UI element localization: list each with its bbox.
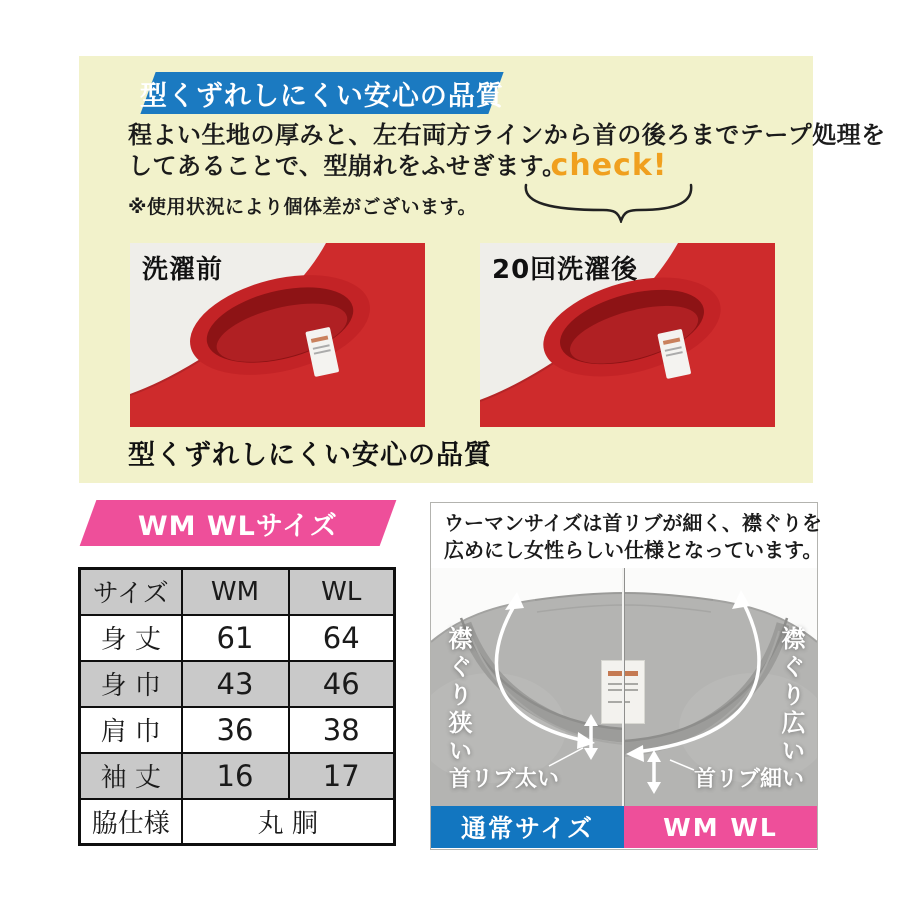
row-wm-value: 43 bbox=[182, 661, 289, 707]
rib-thick-label: 首リブ太い bbox=[449, 767, 560, 792]
header-wm: WM bbox=[182, 569, 289, 615]
comparison-bars bbox=[431, 806, 817, 848]
row-wl-value: 64 bbox=[289, 615, 395, 661]
woman-desc-line1: ウーマンサイズは首リブが細く、襟ぐりを bbox=[444, 511, 822, 535]
table-row bbox=[80, 753, 395, 799]
header-size: サイズ bbox=[80, 569, 182, 615]
quality-description bbox=[128, 120, 886, 182]
quality-description-line1: 程よい生地の厚みと、左右両方ラインから首の後ろまでテープ処理を bbox=[128, 121, 886, 149]
photo-before-wash bbox=[130, 243, 425, 427]
regular-size-bar: 通常サイズ bbox=[431, 806, 624, 848]
photo-before-label: 洗濯前 bbox=[142, 255, 224, 285]
check-callout-label: check! bbox=[550, 148, 668, 183]
neckline-narrow-label: 襟ぐり狭い bbox=[444, 626, 472, 766]
neckline-wide-label: 襟ぐり広い bbox=[777, 626, 805, 766]
woman-size-description bbox=[444, 510, 822, 564]
row-label: 肩 巾 bbox=[80, 707, 182, 753]
size-table bbox=[78, 567, 396, 846]
quality-caption: 型くずれしにくい安心の品質 bbox=[128, 440, 492, 471]
check-brace-icon bbox=[521, 183, 701, 223]
row-label: 身 丈 bbox=[80, 615, 182, 661]
row-wm-value: 61 bbox=[182, 615, 289, 661]
divider-line bbox=[622, 568, 625, 806]
row-wl-value: 46 bbox=[289, 661, 395, 707]
size-banner-label: WM WLサイズ bbox=[138, 510, 338, 542]
quality-banner bbox=[140, 72, 503, 114]
row-wm-value: 36 bbox=[182, 707, 289, 753]
wm-wl-photo bbox=[624, 568, 817, 806]
quality-panel bbox=[79, 56, 886, 483]
row-wl-value: 38 bbox=[289, 707, 395, 753]
row-wm-value: 16 bbox=[182, 753, 289, 799]
row-label: 袖 丈 bbox=[80, 753, 182, 799]
table-footer-row bbox=[80, 799, 395, 845]
footer-value: 丸 胴 bbox=[182, 799, 395, 845]
row-wl-value: 17 bbox=[289, 753, 395, 799]
footer-label: 脇仕様 bbox=[80, 799, 182, 845]
size-banner bbox=[80, 500, 397, 546]
size-table-header-row bbox=[80, 569, 395, 615]
header-wl: WL bbox=[289, 569, 395, 615]
table-row bbox=[80, 615, 395, 661]
woman-size-box bbox=[430, 502, 823, 850]
quality-description-line2: してあることで、型崩れをふせぎます。 bbox=[128, 152, 567, 180]
woman-desc-line2: 広めにし女性らしい仕様となっています。 bbox=[444, 538, 823, 562]
wm-wl-bar: WM WL bbox=[624, 806, 817, 848]
quality-disclaimer: ※使用状況により個体差がございます。 bbox=[128, 196, 477, 218]
quality-banner-label: 型くずれしにくい安心の品質 bbox=[140, 80, 504, 112]
table-row bbox=[80, 707, 395, 753]
photo-after-wash bbox=[480, 243, 775, 427]
rib-thin-label: 首リブ細い bbox=[694, 767, 805, 792]
collar-comparison-image bbox=[431, 568, 817, 806]
regular-size-photo bbox=[431, 568, 624, 806]
row-label: 身 巾 bbox=[80, 661, 182, 707]
table-row bbox=[80, 661, 395, 707]
photo-after-label: 20回洗濯後 bbox=[492, 255, 639, 285]
